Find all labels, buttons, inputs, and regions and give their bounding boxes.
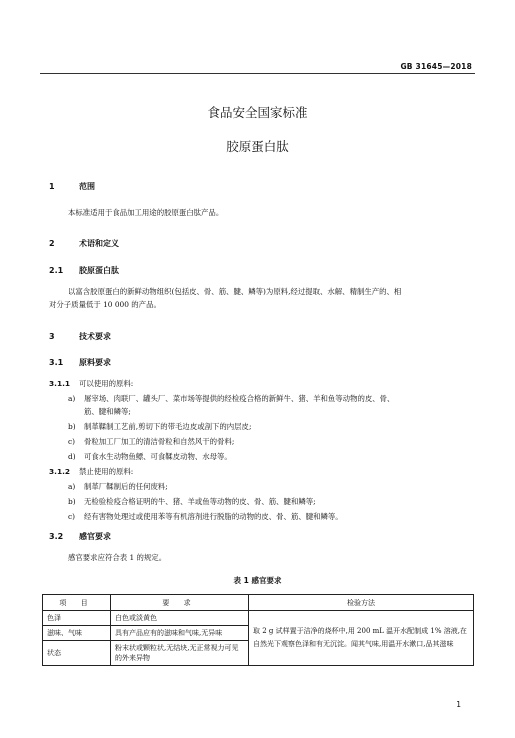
list-item bbox=[68, 451, 232, 462]
table-title: 表 1 感官要求 bbox=[233, 576, 282, 585]
section-title: 范围 bbox=[79, 182, 95, 191]
clause-3-1-1 bbox=[49, 378, 133, 389]
cell-method: 取 2 g 试样置于洁净的烧杯中,用 200 mL 温开水配制成 1% 溶液,在自然光下观察色泽和有无沉淀。闻其气味,用温开水漱口,品其滋味 bbox=[249, 611, 474, 666]
list-item-text: 屠宰场、肉联厂、罐头厂、菜市场等提供的经检疫合格的新鲜牛、猪、羊和鱼等动物的皮、骨、 bbox=[84, 394, 395, 403]
column-header-item: 项 目 bbox=[43, 595, 111, 611]
section-number: 2.1 bbox=[49, 266, 64, 275]
section-2-1-body-line2: 对分子质量低于 10 000 的产品。 bbox=[49, 300, 161, 309]
section-title: 原料要求 bbox=[79, 358, 111, 367]
section-title: 感官要求 bbox=[79, 532, 111, 541]
clause-3-1-2 bbox=[49, 466, 133, 477]
list-marker: b) bbox=[68, 422, 76, 431]
document-title-line1: 食品安全国家标准 bbox=[207, 105, 308, 120]
section-number: 1 bbox=[49, 182, 55, 191]
list-item-text: 制革厂鞣制后的任何废料; bbox=[84, 482, 168, 491]
list-item-text: 骨粒加工厂加工的清洁骨粒和自然风干的骨料; bbox=[84, 437, 235, 446]
clause-number: 3.1.2 bbox=[49, 467, 71, 476]
list-item bbox=[68, 421, 251, 432]
section-number: 3 bbox=[49, 332, 55, 341]
section-2-1-body-line1: 以富含胶原蛋白的新鲜动物组织(包括皮、骨、筋、腱、鳞等)为原料,经过提取、水解、精制生产的、相 bbox=[68, 287, 402, 296]
clause-text: 禁止使用的原料: bbox=[79, 467, 134, 476]
clause-number: 3.1.1 bbox=[49, 379, 71, 388]
section-3-heading bbox=[49, 331, 111, 342]
sensory-requirements-table bbox=[42, 594, 474, 666]
column-header-method: 检验方法 bbox=[249, 595, 474, 611]
list-item bbox=[68, 393, 394, 404]
list-item bbox=[68, 496, 316, 507]
list-marker: d) bbox=[68, 452, 76, 461]
list-marker: c) bbox=[68, 512, 76, 521]
cell-requirement: 具有产品应有的滋味和气味,无异味 bbox=[111, 626, 249, 641]
section-number: 3.1 bbox=[49, 358, 64, 367]
cell-requirement: 白色或淡黄色 bbox=[111, 611, 249, 626]
list-marker: c) bbox=[68, 437, 76, 446]
list-item-text: 经有害物处理过或使用苯等有机溶剂进行脱脂的动物的皮、骨、筋、腱和鳞等。 bbox=[84, 512, 343, 521]
list-item-text: 无检验检疫合格证明的牛、猪、羊或鱼等动物的皮、骨、筋、腱和鳞等; bbox=[84, 497, 316, 506]
section-3-2-body: 感官要求应符合表 1 的规定。 bbox=[68, 553, 167, 562]
section-number: 3.2 bbox=[49, 532, 64, 541]
list-item-continuation: 筋、腱和鳞等; bbox=[84, 407, 131, 416]
list-item-text: 可食水生动物鱼鳔、可食鞣皮动物、水母等。 bbox=[84, 452, 232, 461]
cell-item: 滋味、气味 bbox=[43, 626, 111, 641]
clause-text: 可以使用的原料: bbox=[79, 379, 134, 388]
standard-number: GB 31645—2018 bbox=[400, 62, 472, 71]
list-marker: a) bbox=[68, 394, 76, 403]
section-1-body: 本标准适用于食品加工用途的胶原蛋白肽产品。 bbox=[68, 208, 224, 217]
section-3-1-heading bbox=[49, 357, 111, 368]
section-title: 胶原蛋白肽 bbox=[79, 266, 119, 275]
page-number: 1 bbox=[456, 700, 461, 709]
section-number: 2 bbox=[49, 239, 55, 248]
section-1-heading bbox=[49, 181, 95, 192]
section-title: 术语和定义 bbox=[79, 239, 119, 248]
list-item bbox=[68, 436, 234, 447]
section-title: 技术要求 bbox=[79, 332, 111, 341]
table-header-row bbox=[43, 595, 474, 611]
section-2-heading bbox=[49, 238, 119, 249]
cell-requirement: 粉末状或颗粒状,无结块,无正常视力可见的外来异物 bbox=[111, 641, 249, 666]
document-title-line2: 胶原蛋白肽 bbox=[226, 139, 289, 154]
list-marker: a) bbox=[68, 482, 76, 491]
header-rule bbox=[40, 73, 475, 74]
list-marker: b) bbox=[68, 497, 76, 506]
cell-item: 状态 bbox=[43, 641, 111, 666]
list-item bbox=[68, 511, 343, 522]
table-row bbox=[43, 611, 474, 626]
cell-item: 色泽 bbox=[43, 611, 111, 626]
list-item bbox=[68, 481, 168, 492]
section-2-1-heading bbox=[49, 265, 119, 276]
list-item-text: 制革鞣制工艺前,剪切下的带毛边皮或剖下的内层皮; bbox=[84, 422, 252, 431]
column-header-requirement: 要 求 bbox=[111, 595, 249, 611]
section-3-2-heading bbox=[49, 531, 111, 542]
